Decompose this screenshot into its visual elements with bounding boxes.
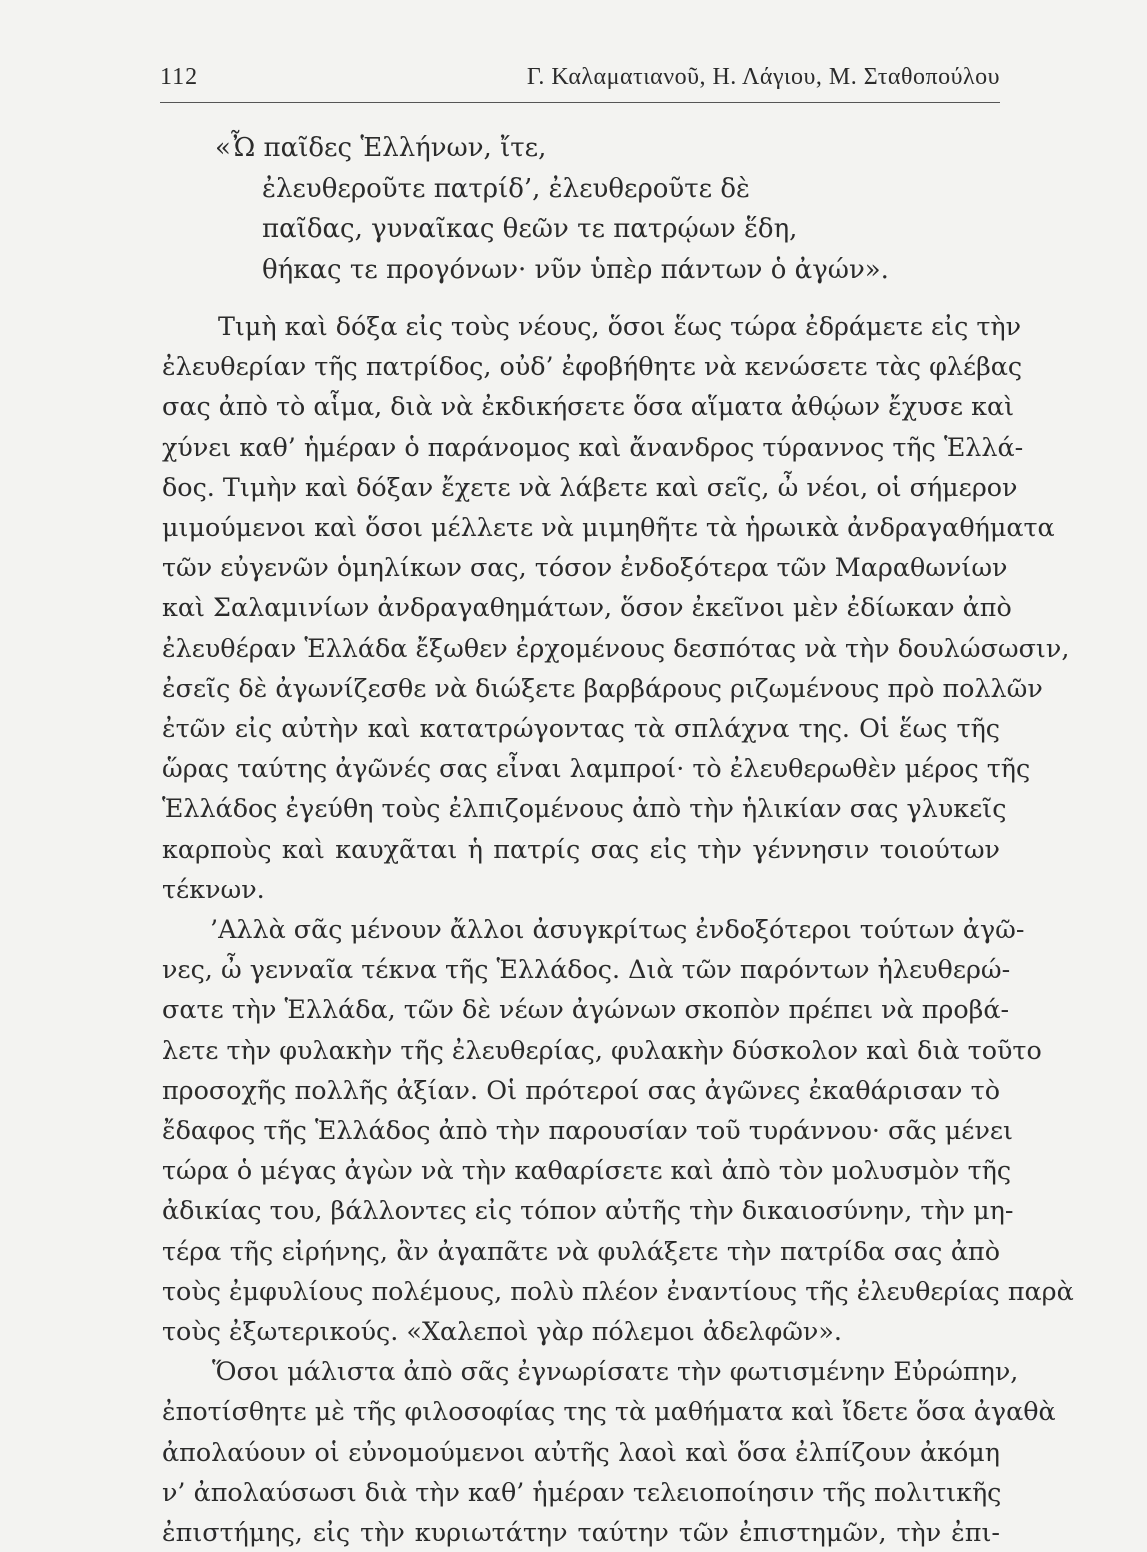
text-line: χύνει καθ’ ἡμέραν ὁ παράνομος καὶ ἄνανδρος τύραννος τῆς Ἑλλά-: [162, 431, 1024, 462]
page-number: 112: [160, 64, 199, 90]
text-line: τέκνων.: [162, 873, 265, 904]
text-line: τοὺς ἐξωτερικούς. «Χαλεποὶ γὰρ πόλεμοι ἀδελφῶν».: [162, 1316, 842, 1347]
text-line: ἐλευθέραν Ἑλλάδα ἔξωθεν ἐρχομένους δεσπότας νὰ τὴν δουλώσωσιν,: [162, 632, 1070, 663]
running-title: Γ. Καλαματιανοῦ, Η. Λάγιου, Μ. Σταθοπούλου: [526, 64, 1000, 90]
text-line: καὶ Σαλαμινίων ἀνδραγαθημάτων, ὅσον ἐκεῖνοι μὲν ἐδίωκαν ἀπὸ: [162, 592, 1012, 623]
verse-quote: [215, 128, 915, 290]
text-line: Τιμὴ καὶ δόξα εἰς τοὺς νέους, ὅσοι ἕως τώρα ἐδράμετε εἰς τὴν: [218, 311, 1022, 341]
text-line: τῶν εὐγενῶν ὁμηλίκων σας, τόσον ἐνδοξότερα τῶν Μαραθωνίων: [162, 552, 1008, 583]
quote-line: «Ὦ παῖδες Ἑλλήνων, ἴτε,: [215, 133, 547, 163]
quote-line: θήκας τε προγόνων· νῦν ὑπὲρ πάντων ὁ ἀγών».: [262, 254, 889, 285]
text-line: ἀπολαύουν οἱ εὐνομούμενοι αὐτῆς λαοὶ καὶ ὅσα ἐλπίζουν ἀκόμη: [162, 1436, 1000, 1467]
text-line: λετε τὴν φυλακὴν τῆς ἐλευθερίας, φυλακὴν δύσκολον καὶ διὰ τοῦτο: [162, 1034, 1042, 1065]
text-line: δος. Τιμὴν καὶ δόξαν ἔχετε νὰ λάβετε καὶ σεῖς, ὦ νέοι, οἱ σήμερον: [162, 471, 1018, 502]
text-line: ἐτῶν εἰς αὐτὴν καὶ κατατρώγοντας τὰ σπλάχνα της. Οἱ ἕως τῆς: [162, 713, 1000, 744]
text-line: τώρα ὁ μέγας ἀγὼν νὰ τὴν καθαρίσετε καὶ ἀπὸ τὸν μολυσμὸν τῆς: [162, 1155, 1012, 1186]
text-line: καρποὺς καὶ καυχᾶται ἡ πατρίς σας εἰς τὴν γέννησιν τοιούτων: [162, 833, 1000, 864]
text-line: ν’ ἀπολαύσωσι διὰ τὴν καθ’ ἡμέραν τελειοποίησιν τῆς πολιτικῆς: [162, 1476, 1002, 1507]
quote-line: παῖδας, γυναῖκας θεῶν τε πατρῴων ἕδη,: [262, 214, 798, 244]
text-line: ἐλευθερίαν τῆς πατρίδος, οὐδ’ ἐφοβήθητε νὰ κενώσετε τὰς φλέβας: [162, 351, 1023, 382]
text-line: ἐσεῖς δὲ ἀγωνίζεσθε νὰ διώξετε βαρβάρους ριζωμένους πρὸ πολλῶν: [162, 672, 1043, 703]
text-line: σας ἀπὸ τὸ αἷμα, διὰ νὰ ἐκδικήσετε ὅσα αἵματα ἀθῴων ἔχυσε καὶ: [162, 391, 1015, 422]
text-line: τέρα τῆς εἰρήνης, ἂν ἀγαπᾶτε νὰ φυλάξετε τὴν πατρίδα σας ἀπὸ: [162, 1235, 1000, 1266]
text-line: Ὅσοι μάλιστα ἀπὸ σᾶς ἐγνωρίσατε τὴν φωτισμένην Εὐρώπην,: [212, 1356, 1019, 1387]
text-line: Ἑλλάδος ἐγεύθη τοὺς ἐλπιζομένους ἀπὸ τὴν ἡλικίαν σας γλυκεῖς: [162, 793, 1007, 824]
text-line: ὥρας ταύτης ἀγῶνές σας εἶναι λαμπροί· τὸ ἐλευθερωθὲν μέρος τῆς: [162, 753, 1031, 784]
paragraph-1: [162, 306, 1070, 909]
quote-line: ἐλευθεροῦτε πατρίδ’, ἐλευθεροῦτε δὲ: [262, 173, 750, 204]
paragraph-3: [162, 1351, 1056, 1552]
page-header: [160, 64, 1000, 103]
text-line: νες, ὦ γενναῖα τέκνα τῆς Ἑλλάδος. Διὰ τῶν παρόντων ἠλευθερώ-: [162, 954, 1011, 985]
text-line: ἀδικίας του, βάλλοντες εἰς τόπον αὐτῆς τὴν δικαιοσύνην, τὴν μη-: [162, 1195, 1014, 1226]
body-text: [162, 306, 1074, 1552]
text-line: μιμούμενοι καὶ ὅσοι μέλλετε νὰ μιμηθῆτε τὰ ἡρωικὰ ἀνδραγαθήματα: [162, 512, 1055, 543]
text-line: ἔδαφος τῆς Ἑλλάδος ἀπὸ τὴν παρουσίαν τοῦ τυράννου· σᾶς μένει: [162, 1115, 1013, 1146]
text-line: ἐπιστήμης, εἰς τὴν κυριωτάτην ταύτην τῶν ἐπιστημῶν, τὴν ἐπι-: [162, 1517, 1000, 1548]
text-line: ἐποτίσθητε μὲ τῆς φιλοσοφίας της τὰ μαθήματα καὶ ἴδετε ὅσα ἀγαθὰ: [162, 1396, 1056, 1427]
paragraph-2: [162, 909, 1074, 1351]
text-line: τοὺς ἐμφυλίους πολέμους, πολὺ πλέον ἐναντίους τῆς ἐλευθερίας παρὰ: [162, 1275, 1074, 1306]
text-line: σατε τὴν Ἑλλάδα, τῶν δὲ νέων ἀγώνων σκοπὸν πρέπει νὰ προβά-: [162, 994, 1010, 1025]
text-line: ’Αλλὰ σᾶς μένουν ἄλλοι ἀσυγκρίτως ἐνδοξότεροι τούτων ἀγῶ-: [210, 914, 1025, 945]
text-line: προσοχῆς πολλῆς ἀξίαν. Οἱ πρότεροί σας ἀγῶνες ἐκαθάρισαν τὸ: [162, 1074, 1000, 1105]
